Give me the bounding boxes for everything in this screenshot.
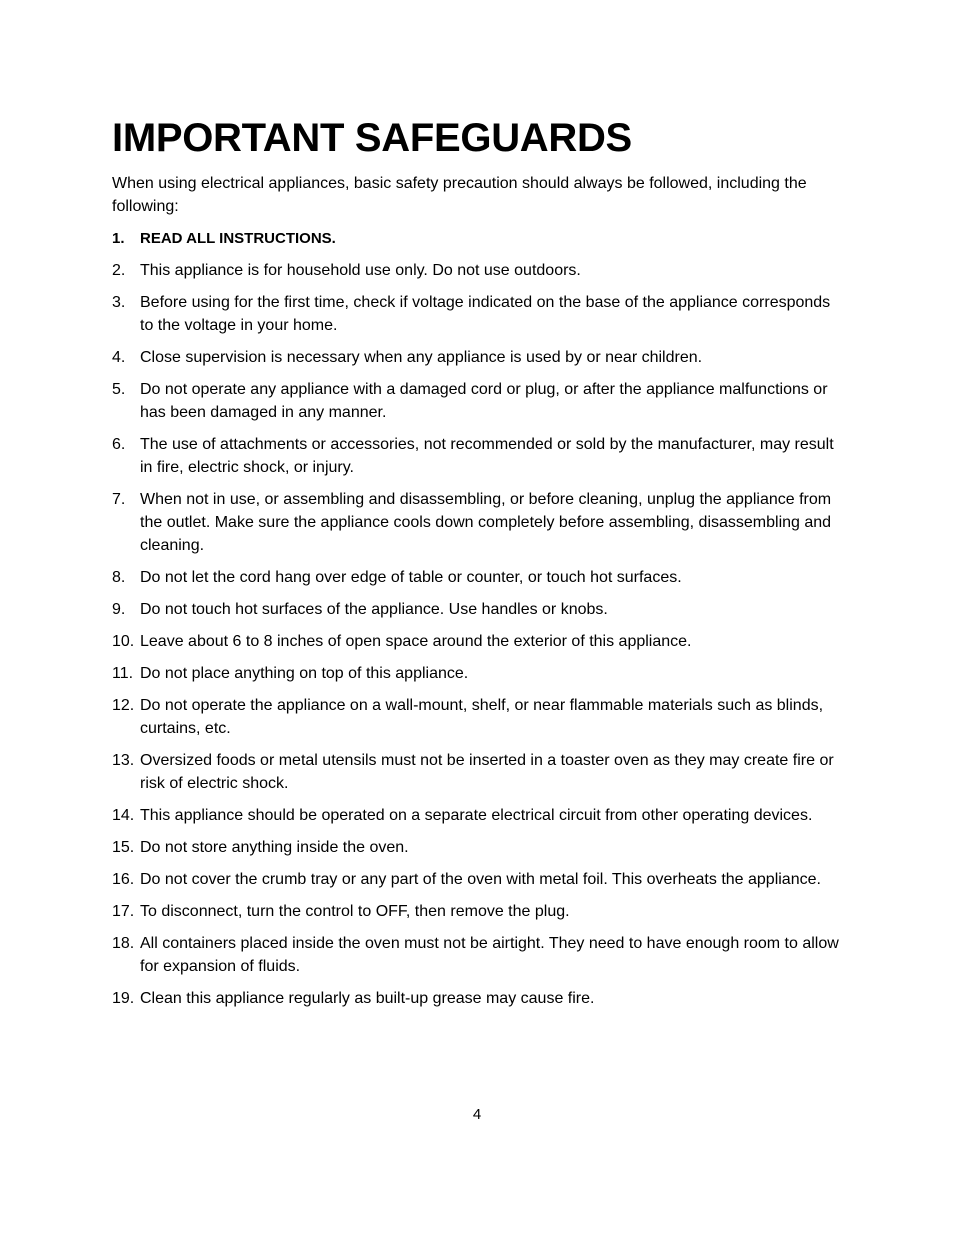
list-item-number: 12. (112, 697, 135, 714)
list-item-text: Do not touch hot surfaces of the appliance. Use handles or knobs. (140, 601, 608, 618)
list-item (112, 433, 844, 479)
list-item (112, 598, 844, 621)
list-item (112, 346, 844, 369)
list-item-text: When not in use, or assembling and disassembling, or before cleaning, unplug the appliance from the outlet. Make sure the appliance cools down completely before assembling, disassembling and cleaning. (140, 491, 832, 554)
list-item-text: All containers placed inside the oven must not be airtight. They need to have enough room to allow for expansion of fluids. (140, 935, 839, 975)
list-item-number: 10. (112, 633, 135, 650)
list-item-number: 15. (112, 839, 135, 856)
list-item-text: To disconnect, turn the control to OFF, then remove the plug. (140, 903, 570, 920)
list-item-text: Do not operate any appliance with a damaged cord or plug, or after the appliance malfunctions or has been damaged in any manner. (140, 381, 828, 421)
list-item-text: Leave about 6 to 8 inches of open space around the exterior of this appliance. (140, 633, 692, 650)
list-item-number: 6. (112, 436, 126, 453)
list-item (112, 836, 844, 859)
list-item (112, 259, 844, 282)
page-title: IMPORTANT SAFEGUARDS (112, 116, 632, 160)
list-item-number: 4. (112, 349, 126, 366)
list-item (112, 868, 844, 891)
list-item-number: 13. (112, 752, 135, 769)
list-item-number: 19. (112, 990, 135, 1007)
list-item-text: Before using for the first time, check if voltage indicated on the base of the appliance corresponds to the voltage in your home. (140, 294, 831, 334)
list-item-number: 11. (112, 665, 134, 682)
list-item-number: 1. (112, 230, 125, 247)
list-item-text: This appliance is for household use only. Do not use outdoors. (140, 262, 581, 279)
list-item-text: READ ALL INSTRUCTIONS. (140, 230, 336, 247)
list-item-text: Do not store anything inside the oven. (140, 839, 409, 856)
list-item (112, 488, 844, 557)
list-item (112, 378, 844, 424)
list-item-text: Do not cover the crumb tray or any part of the oven with metal foil. This overheats the appliance. (140, 871, 821, 888)
list-item (112, 804, 844, 827)
list-item-text: Close supervision is necessary when any appliance is used by or near children. (140, 349, 703, 366)
list-item-text: The use of attachments or accessories, not recommended or sold by the manufacturer, may result in fire, electric shock, or injury. (140, 436, 834, 476)
list-item (112, 900, 844, 923)
list-item-number: 18. (112, 935, 135, 952)
list-item-number: 17. (112, 903, 135, 920)
list-item (112, 694, 844, 740)
intro-paragraph: When using electrical appliances, basic safety precaution should always be followed, including the following: (112, 175, 807, 215)
list-item-text: Do not operate the appliance on a wall-mount, shelf, or near flammable materials such as blinds, curtains, etc. (140, 697, 824, 737)
list-item-text: This appliance should be operated on a separate electrical circuit from other operating devices. (140, 807, 813, 824)
list-item-text: Clean this appliance regularly as built-up grease may cause fire. (140, 990, 595, 1007)
list-item (112, 630, 844, 653)
list-item (112, 749, 844, 795)
list-item (112, 987, 844, 1010)
list-item-number: 3. (112, 294, 126, 311)
page-number: 4 (472, 1106, 482, 1123)
list-item-number: 2. (112, 262, 126, 279)
list-item-text: Do not place anything on top of this appliance. (140, 665, 469, 682)
list-item-text: Oversized foods or metal utensils must not be inserted in a toaster oven as they may create fire or risk of electric shock. (140, 752, 834, 792)
list-item-number: 5. (112, 381, 126, 398)
list-item-number: 9. (112, 601, 126, 618)
list-item (112, 932, 844, 978)
list-item-number: 8. (112, 569, 126, 586)
list-item (112, 227, 844, 250)
list-item (112, 662, 844, 685)
list-item-number: 14. (112, 807, 135, 824)
list-item-number: 7. (112, 491, 126, 508)
list-item (112, 291, 844, 337)
list-item-number: 16. (112, 871, 135, 888)
safeguards-list (112, 227, 844, 1019)
list-item (112, 566, 844, 589)
list-item-text: Do not let the cord hang over edge of table or counter, or touch hot surfaces. (140, 569, 682, 586)
